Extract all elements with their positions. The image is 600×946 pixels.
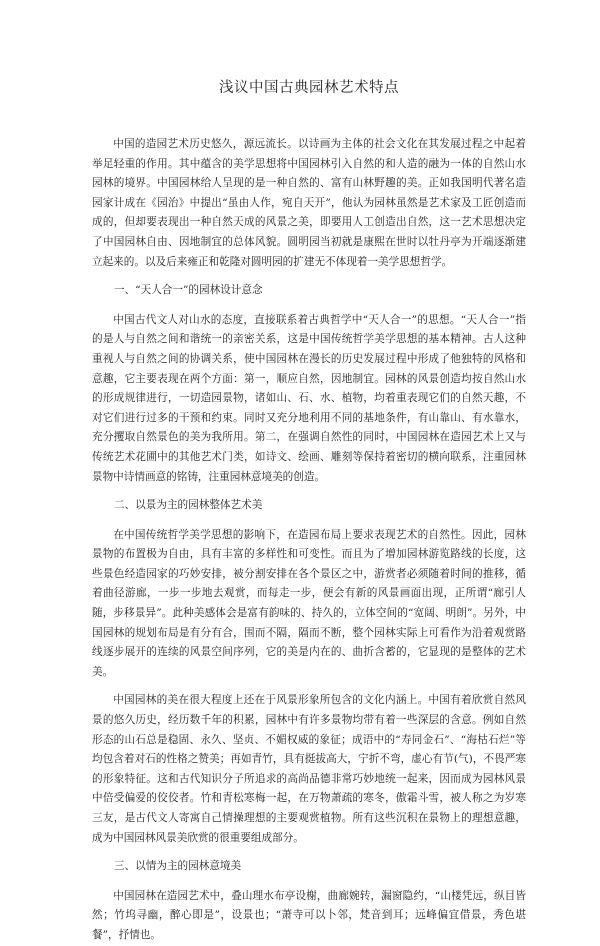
document-title: 浅议中国古典园林艺术特点 [219,80,399,96]
section-heading: 二、以景为主的园林整体艺术美 [114,499,263,512]
section-heading: 一、“天人合一”的园林设计意念 [114,284,263,297]
section-3 [92,857,526,945]
section-paragraph: 在中国传统哲学美学思想的影响下，在造园布局上要求表现艺术的自然性。因此，园林景物的布置极为自由，具有丰富的多样性和可变性。而且为了增加园林游览路线的长度，这些景色经造园家的巧妙安排，被分割安排在各个景区之中，游赏者必须随着时间的推移，循着曲径游廊，一步一步地去观赏，而每走一步，便会有新的风景画面出现，正所谓“廊引人随，步移景异”。此种美感体会是富有韵味的、持久的，立体空间的“宽阔、明朗”。另外，中国园林的规划布局是有分有合，围而不隔，隔而不断，整个园林实际上可看作为沿着观赏路线逐步展开的连续的风景空间序列，它的美是内在的、曲折含蓄的，它显现的是整体的艺术美。 [92,528,526,678]
section-paragraph: 中国古代文人对山水的态度，直接联系着古典哲学中“天人合一”的思想。“天人合一”指的是人与自然之间和谐统一的亲密关系，这是中国传统哲学美学思想的基本精神。古人这种重视人与自然之间的协调关系，使中国园林在漫长的历史发展过程中形成了他独特的风格和意趣，它主要表现在两个方面：第一，顺应自然，因地制宜。园林的风景创造均按自然山水的形成规律进行，一切造园景物，诸如山、石、水、植物，均着重表现它们的自然天趣，不对它们进行过多的干预和约束。同时又充分地利用不同的基地条件，有山靠山、有水靠水，充分攫取自然景色的美为我所用。第二，在强调自然性的同时，中国园林在造园艺术上又与传统艺术花圃中的其他艺术门类，如诗文、绘画、雕刻等保持着密切的横向联系，注重园林景物中诗情画意的铭铸，注重园林意境美的创造。 [92,313,526,483]
section-paragraph: 中国园林的美在很大程度上还在于风景形象所包含的文化内涵上。中国有着欣赏自然风景的悠久历史，经历数千年的积累，园林中有许多景物均带有着一些深层的含意。例如自然形态的山石总是稳固、永久、坚贞、不媚权威的象征；成语中的“寿同金石”、“海枯石烂”等均包含着对石的性格之赞美；再如青竹，具有挺拔高大，宁折不弯，虚心有节(气)，不畏严寒的形象特征。这和古代知识分子所追求的高尚品德非常巧妙地统一起来，因而成为园林风景中倍受偏爱的佼佼者。竹和青松寒梅一起，在万物萧疏的寒冬，傲霜斗雪，被人称之为岁寒三友，是古代文人寄寓自己情操理想的主要观赏植物。所有这些沉积在景物上的理想意趣，成为中国园林风景美欣赏的很重要组成部分。 [92,694,526,844]
section-heading: 三、以情为主的园林意境美 [114,860,242,873]
section-paragraph: 中国园林在造园艺术中，叠山理水布亭设榭，曲廊婉转，漏窗隐约，“山楼凭远，纵目皆然；竹坞寻幽，醉心即是”，设景也；“萧寺可以卜邻，梵音到耳；远峰偏宜借景，秀色堪餐”，抒情也。 [92,889,526,941]
intro-paragraph: 中国的造园艺术历史悠久，源远流长。以诗画为主体的社会文化在其发展过程之中起着举足轻重的作用。其中蕴含的美学思想将中国园林引入自然的和人造的融为一体的自然山水园林的境界。中国园林给人呈现的是一种自然的、富有山林野趣的美。正如我国明代著名造园家计成在《园治》中提出“虽由人作，宛自天开”，他认为园林虽然是艺术家及工匠创造而成的，但却要表现出一种自然天成的风景之美，即要用人工创造出自然，这一艺术思想决定了中国园林自由、因地制宜的总体风貌。圆明园当初就是康熙在世时以牡丹亭为开端逐渐建立起来的。以及后来雍正和乾隆对圆明园的扩建无不体现着一美学思想哲学。 [92,138,526,268]
section-1 [92,281,526,487]
section-2 [92,496,526,848]
